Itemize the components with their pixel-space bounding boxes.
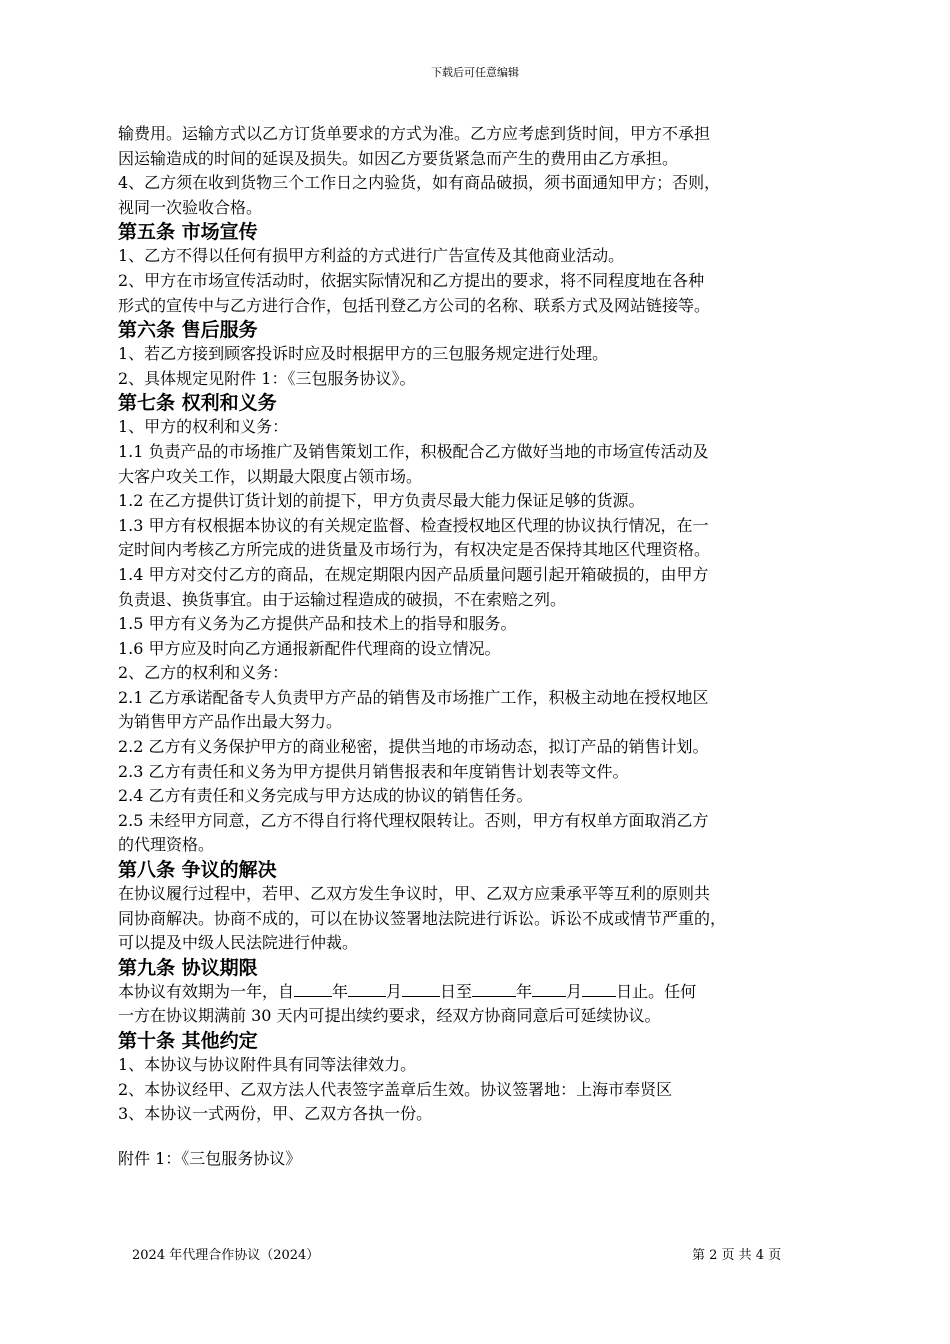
- term-day-2: 日止。任何: [616, 981, 697, 1001]
- paragraph-line: 1.5 甲方有义务为乙方提供产品和技术上的指导和服务。: [118, 614, 517, 634]
- section-heading: 第九条 协议期限: [118, 956, 258, 979]
- paragraph-line: 2、具体规定见附件 1：《三包服务协议》。: [118, 368, 416, 388]
- spacer: [118, 1127, 834, 1147]
- month-blank-2: [532, 981, 566, 997]
- paragraph-line: 在协议履行过程中，若甲、乙双方发生争议时，甲、乙双方应秉承平等互利的原则共: [118, 884, 711, 904]
- paragraph-line: 2.1 乙方承诺配备专人负责甲方产品的销售及市场推广工作，积极主动地在授权地区: [118, 687, 709, 707]
- term-year-2: 年: [516, 981, 533, 1001]
- day-blank-1: [402, 981, 440, 997]
- paragraph-line: 2.3 乙方有责任和义务为甲方提供月销售报表和年度销售计划表等文件。: [118, 761, 629, 781]
- attachment-line: 附件 1：《三包服务协议》: [118, 1148, 302, 1168]
- paragraph-line: 为销售甲方产品作出最大努力。: [118, 712, 343, 732]
- footer-page-number: 第 2 页 共 4 页: [692, 1248, 782, 1263]
- section-heading: 第七条 权利和义务: [118, 392, 277, 415]
- paragraph-line: 1.6 甲方应及时向乙方通报新配件代理商的设立情况。: [118, 638, 501, 658]
- year-blank-2: [472, 981, 516, 997]
- text-block-1: [118, 122, 834, 980]
- paragraph-line: 一方在协议期满前 30 天内可提出续约要求，经双方协商同意后可延续协议。: [118, 1006, 661, 1026]
- year-blank-1: [294, 981, 332, 997]
- paragraph-line: 1、乙方不得以任何有损甲方利益的方式进行广告宣传及其他商业活动。: [118, 246, 625, 266]
- paragraph-line: 2.4 乙方有责任和义务完成与甲方达成的协议的销售任务。: [118, 786, 533, 806]
- section-heading: 第十条 其他约定: [118, 1030, 258, 1052]
- text-block-2: [118, 1004, 834, 1126]
- paragraph-line: 因运输造成的时间的延误及损失。如因乙方要货紧急而产生的费用由乙方承担。: [118, 148, 679, 168]
- paragraph-line: 视同一次验收合格。: [118, 197, 263, 217]
- term-year-1: 年: [332, 981, 349, 1001]
- paragraph-line: 大客户攻关工作，以期最大限度占领市场。: [118, 466, 423, 486]
- paragraph-line: 定时间内考核乙方所完成的进货量及市场行为，有权决定是否保持其地区代理资格。: [118, 540, 711, 560]
- term-line: [118, 980, 834, 1005]
- paragraph-line: 1.1 负责产品的市场推广及销售策划工作，积极配合乙方做好当地的市场宣传活动及: [118, 441, 709, 461]
- paragraph-line: 的代理资格。: [118, 835, 215, 855]
- paragraph-line: 2.2 乙方有义务保护甲方的商业秘密，提供当地的市场动态，拟订产品的销售计划。: [118, 737, 709, 757]
- paragraph-line: 1、若乙方接到顾客投诉时应及时根据甲方的三包服务规定进行处理。: [118, 344, 609, 364]
- month-blank-1: [348, 981, 386, 997]
- page-header: 下载后可任意编辑: [431, 66, 519, 79]
- term-prefix: 本协议有效期为一年，自: [118, 981, 295, 1001]
- term-day-1: 日至: [440, 981, 473, 1001]
- paragraph-line: 1.3 甲方有权根据本协议的有关规定监督、检查授权地区代理的协议执行情况，在一: [118, 515, 709, 535]
- paragraph-line: 1、本协议与协议附件具有同等法律效力。: [118, 1055, 417, 1074]
- paragraph-line: 2.5 未经甲方同意，乙方不得自行将代理权限转让。否则，甲方有权单方面取消乙方: [118, 810, 709, 830]
- document-body: [118, 122, 834, 1171]
- section-heading: 第六条 售后服务: [118, 319, 258, 342]
- paragraph-line: 2、乙方的权利和义务：: [118, 663, 289, 683]
- term-month-1: 月: [386, 981, 403, 1001]
- footer-title: 2024 年代理合作协议（2024）: [132, 1248, 320, 1263]
- paragraph-line: 1.2 在乙方提供订货计划的前提下，甲方负责尽最大能力保证足够的货源。: [118, 491, 645, 511]
- paragraph-line: 3、本协议一式两份，甲、乙双方各执一份。: [118, 1104, 433, 1124]
- paragraph-line: 4、乙方须在收到货物三个工作日之内验货，如有商品破损，须书面通知甲方；否则，: [118, 173, 721, 193]
- paragraph-line: 2、甲方在市场宣传活动时，依据实际情况和乙方提出的要求，将不同程度地在各种: [118, 270, 705, 290]
- paragraph-line: 输费用。运输方式以乙方订货单要求的方式为准。乙方应考虑到货时间，甲方不承担: [118, 124, 711, 143]
- paragraph-line: 1、甲方的权利和义务：: [118, 417, 289, 437]
- paragraph-line: 形式的宣传中与乙方进行合作，包括刊登乙方公司的名称、联系方式及网站链接等。: [118, 295, 711, 315]
- paragraph-line: 负责退、换货事宜。由于运输过程造成的破损，不在索赔之列。: [118, 589, 567, 609]
- paragraph-line: 同协商解决。协商不成的，可以在协议签署地法院进行诉讼。诉讼不成或情节严重的，: [118, 908, 727, 928]
- section-heading: 第八条 争议的解决: [118, 859, 277, 882]
- section-heading: 第五条 市场宣传: [118, 221, 258, 244]
- paragraph-line: 1.4 甲方对交付乙方的商品，在规定期限内因产品质量问题引起开箱破损的，由甲方: [118, 564, 709, 584]
- paragraph-line: 可以提及中级人民法院进行仲裁。: [118, 933, 359, 953]
- paragraph-line: 2、本协议经甲、乙双方法人代表签字盖章后生效。协议签署地：上海市奉贤区: [118, 1079, 673, 1099]
- day-blank-2: [582, 981, 616, 997]
- term-month-2: 月: [566, 981, 583, 1001]
